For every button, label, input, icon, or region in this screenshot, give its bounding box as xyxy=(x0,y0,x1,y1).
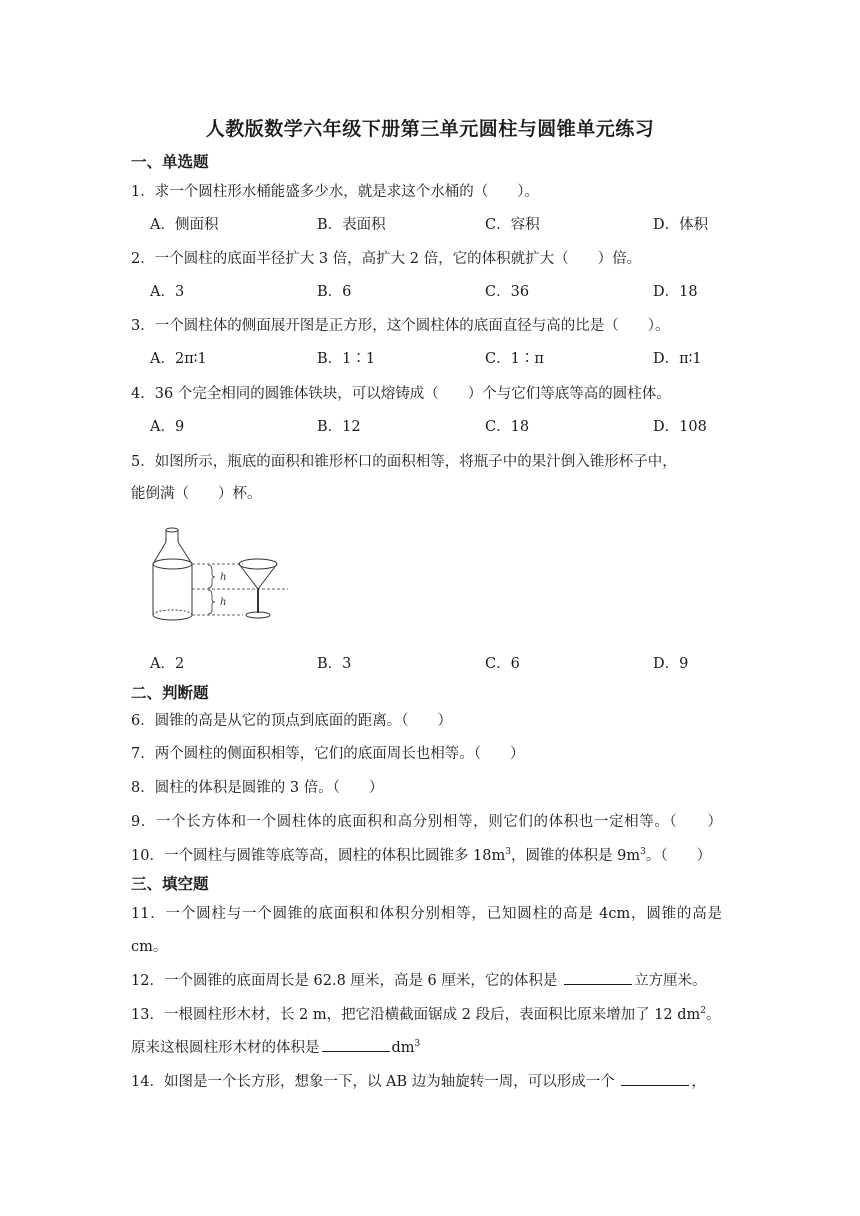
option-a: A．9 xyxy=(150,419,185,435)
option-d: D．18 xyxy=(653,284,698,300)
question-2-options xyxy=(150,280,750,302)
option-b: B．3 xyxy=(317,656,352,672)
answer-blank[interactable] xyxy=(322,1037,390,1052)
question-13-line-2: 原来这根圆柱形木材的体积是 $dm^3$ xyxy=(131,1036,420,1057)
option-a: A．2 xyxy=(150,656,185,672)
section-heading-fill-blank: 三、填空题 xyxy=(131,875,209,893)
option-b: B．1∶1 xyxy=(317,351,376,367)
option-b: B．表面积 xyxy=(317,217,386,233)
question-2: 2．一个圆柱的底面半径扩大 3 倍，高扩大 2 倍，它的体积就扩大（ ）倍。 xyxy=(131,251,642,267)
option-a: A．侧面积 xyxy=(150,217,219,233)
question-8: 8．圆柱的体积是圆锥的 3 倍。（ ） xyxy=(131,780,384,796)
option-c: C．1∶π xyxy=(485,351,544,367)
answer-blank[interactable] xyxy=(621,1071,689,1086)
question-1-options xyxy=(150,213,750,235)
option-c: C．容积 xyxy=(485,217,540,233)
question-10: 10．一个圆柱与圆锥等底等高，圆柱的体积比圆锥多 $18m^3$，圆锥的体积是 $9m^3$。（ ） xyxy=(131,847,712,864)
height-label-upper: h xyxy=(220,572,227,583)
option-b: B．6 xyxy=(317,284,352,300)
option-d: D．体积 xyxy=(653,217,709,233)
question-7: 7．两个圆柱的侧面积相等，它们的底面周长也相等。（ ） xyxy=(131,746,525,762)
question-4: 4．36 个完全相同的圆锥体铁块，可以熔铸成（ ）个与它们等底等高的圆柱体。 xyxy=(131,386,671,402)
page-title: 人教版数学六年级下册第三单元圆柱与圆锥单元练习 xyxy=(205,118,655,140)
option-a: A．2π∶1 xyxy=(150,351,207,367)
option-d: D．9 xyxy=(653,656,689,672)
height-label-lower: h xyxy=(220,597,227,608)
question-9: 9．一个长方体和一个圆柱体的底面积和高分别相等，则它们的体积也一定相等。（ ） xyxy=(131,814,722,830)
question-5-options xyxy=(150,652,750,674)
option-d: D．108 xyxy=(653,419,707,435)
answer-blank[interactable] xyxy=(564,970,632,985)
option-c: C．6 xyxy=(485,656,520,672)
question-5-line-2: 能倒满（ ）杯。 xyxy=(131,486,262,502)
option-b: B．12 xyxy=(317,419,361,435)
bottle-and-cone-cup-figure xyxy=(148,522,298,632)
section-heading-single-choice: 一、单选题 xyxy=(131,153,209,171)
section-heading-true-false: 二、判断题 xyxy=(131,684,209,702)
question-1: 1．求一个圆柱形水桶能盛多少水，就是求这个水桶的（ ）。 xyxy=(131,184,539,200)
option-c: C．36 xyxy=(485,284,530,300)
option-a: A．3 xyxy=(150,284,185,300)
question-5-line-1: 5．如图所示，瓶底的面积和锥形杯口的面积相等，将瓶子中的果汁倒入锥形杯子中， xyxy=(131,454,677,470)
question-14: 14．如图是一个长方形，想象一下，以 AB 边为轴旋转一周，可以形成一个 ， xyxy=(131,1070,706,1091)
question-13-line-1: 13．一根圆柱形木材，长 2 m，把它沿横截面锯成 2 段后，表面积比原来增加了 12 $dm^2$。 xyxy=(131,1006,721,1023)
question-6: 6．圆锥的高是从它的顶点到底面的距离。（ ） xyxy=(131,713,452,729)
question-3-options xyxy=(150,347,750,369)
question-3: 3．一个圆柱体的侧面展开图是正方形，这个圆柱体的底面直径与高的比是（ ）。 xyxy=(131,318,670,334)
question-11-line-2: cm。 xyxy=(131,939,168,955)
option-c: C．18 xyxy=(485,419,530,435)
question-4-options xyxy=(150,415,750,437)
question-11-line-1: 11．一个圆柱与一个圆锥的底面积和体积分别相等，已知圆柱的高是 4cm，圆锥的高是 xyxy=(131,906,722,922)
option-d: D．π∶1 xyxy=(653,351,702,367)
question-12: 12．一个圆锥的底面周长是 62.8 厘米，高是 6 厘米，它的体积是 立方厘米。 xyxy=(131,969,707,990)
